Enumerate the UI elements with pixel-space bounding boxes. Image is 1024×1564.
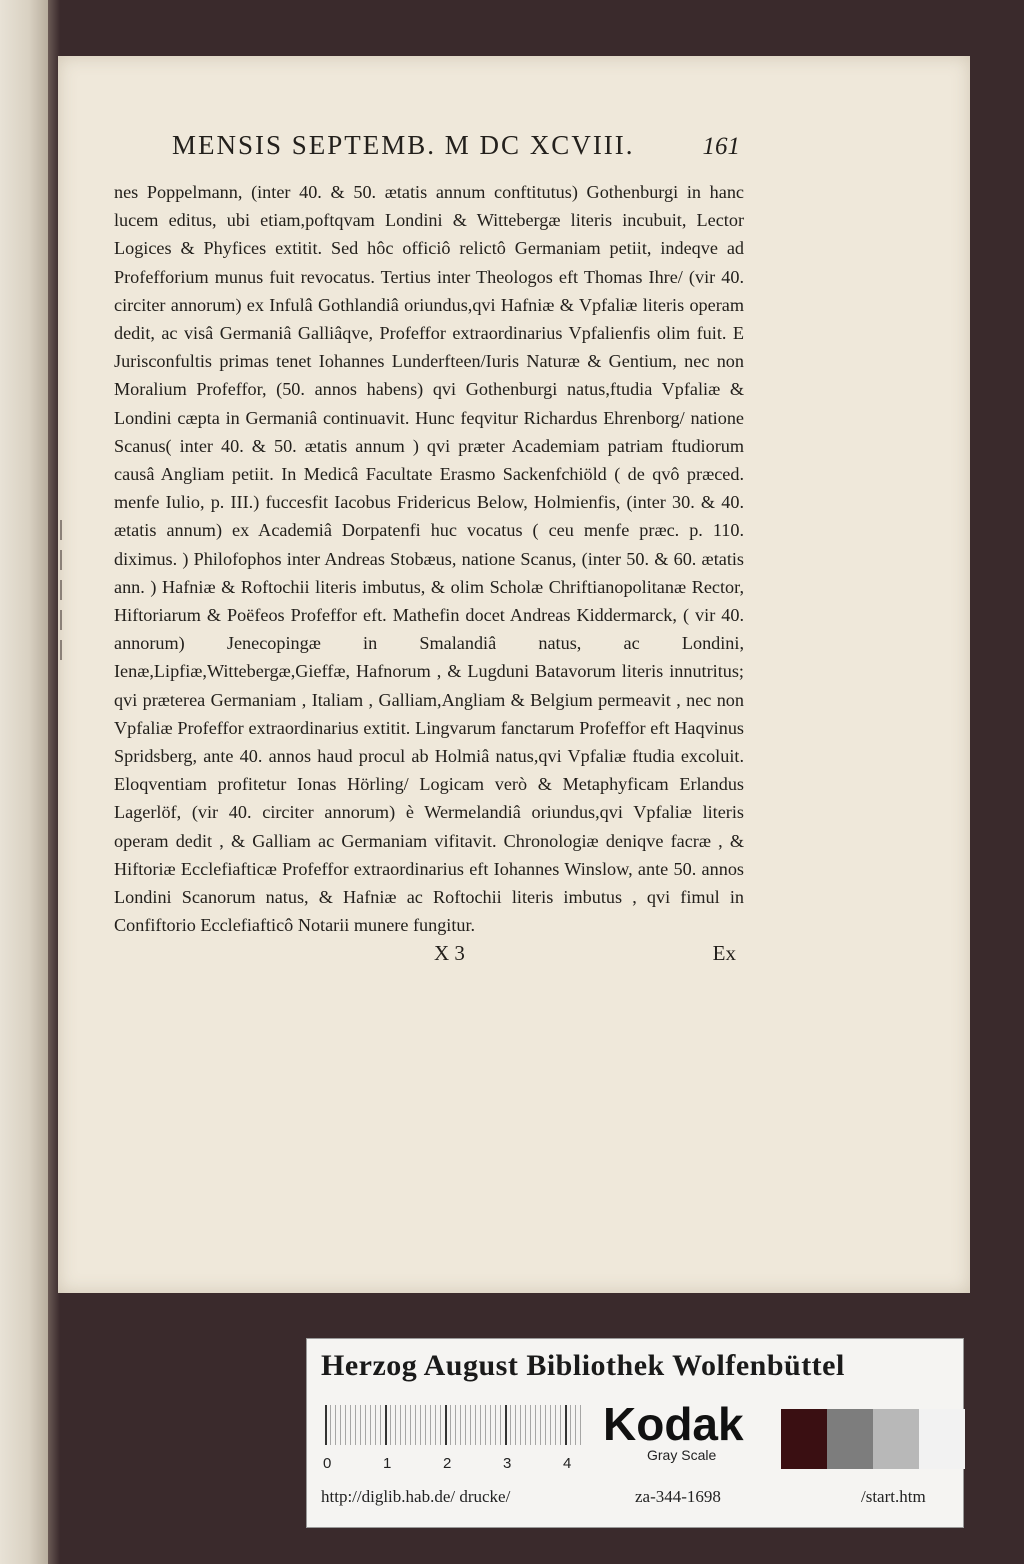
catchword: Ex — [712, 941, 736, 966]
swatch-light — [873, 1409, 919, 1469]
ruler-number: 0 — [323, 1455, 332, 1472]
scale-ruler — [323, 1405, 585, 1472]
swatch-mid — [827, 1409, 873, 1469]
ruler-number: 2 — [443, 1455, 452, 1472]
running-head — [114, 130, 744, 174]
ruler-number: 4 — [563, 1455, 572, 1472]
running-head-title: MENSIS SEPTEMB. M DC XCVIII. — [172, 130, 635, 160]
bleed-marks — [60, 520, 64, 690]
swatch-white — [919, 1409, 965, 1469]
swatch-dark — [781, 1409, 827, 1469]
ruler-ticks — [325, 1405, 585, 1445]
gray-scale-label: Gray Scale — [647, 1447, 717, 1463]
signature-line — [114, 941, 744, 966]
digital-library-url: http://diglib.hab.de/ drucke/ — [321, 1487, 511, 1506]
page-number: 161 — [702, 133, 740, 160]
gray-swatches — [781, 1409, 965, 1469]
signature-mark: X 3 — [434, 941, 465, 966]
kodak-logo: Kodak — [603, 1398, 744, 1450]
page-text-block — [114, 130, 744, 966]
ruler-number: 1 — [383, 1455, 392, 1472]
shelfmark: za-344-1698 — [635, 1487, 721, 1506]
scan-color-target — [306, 1338, 964, 1528]
library-name: Herzog August Bibliothek Wolfenbüttel — [321, 1349, 845, 1382]
ruler-number: 3 — [503, 1455, 512, 1472]
body-paragraph: nes Poppelmann, (inter 40. & 50. ætatis annum conftitutus) Gothenburgi in hanc lucem editus, ubi etiam,poftqvam Londini & Wittebergæ literis incubuit, Lector Logices & Phyfices extitit. Sed hôc officiô relictô Germaniam petiit, indeqve ad Profefforium munus fuit revocatus. Tertius inter Theologos eft Thomas Ihre/ (vir 40. circiter annorum) ex Infulâ Gothlandiâ oriundus,qvi Hafniæ & Vpfaliæ literis operam dedit, ac visâ Germaniâ Galliâqve, Profeffor extraordinarius Vpfalienfis olim fuit. E Jurisconfultis primas tenet Iohannes Lunderfteen/Iuris Naturæ & Gentium, nec non Moralium Profeffor, (50. annos habens) qvi Gothenburgi natus,ftudia Vpfaliæ & Londini cæpta in Germaniâ continuavit. Hunc feqvitur Richardus Ehrenborg/ natione Scanus( inter 40. & 50. ætatis annum ) qvi præter Academiam patriam ftudiorum causâ Angliam petiit. In Medicâ Facultate Erasmo Sackenfchiöld ( de qvô præced. menfe Iulio, p. III.) fuccesfit Iacobus Fridericus Below, Holmienfis, (inter 30. & 40. ætatis annum) ex Academiâ Dorpatenfi huc vocatus ( ceu menfe præc. p. 110. diximus. ) Philofophos inter Andreas Stobæus, natione Scanus, (inter 50. & 60. ætatis ann. ) Hafniæ & Roftochii literis imbutus, & olim Scholæ Chriftianopolitanæ Rector, Hiftoriarum & Poëfeos Profeffor eft. Mathefin docet Andreas Kiddermarck, ( vir 40. annorum) Jenecopingæ in Smalandiâ natus, ac Londini, Ienæ,Lipfiæ,Wittebergæ,Gieffæ, Hafnorum , & Lugduni Batavorum literis innutritus; qvi prætereа Germaniam , Italiam , Galliam,Angliam & Belgium permeavit , nec non Vpfaliæ Profeffor extraordinarius extitit. Lingvarum fanctarum Profeffor eft Haqvinus Spridsberg, ante 40. annos haud procul ab Holmiâ natus,qvi Vpfaliæ ftudia excoluit. Eloqventiam profitetur Ionas Hörling/ Logicam verò & Metaphyficam Erlandus Lagerlöf, (vir 40. circiter annorum) è Wermelandiâ oriundus,qvi Vpfaliæ literis operam dedit , & Galliam ac Germaniam vifitavit. Chronologiæ deniqve facræ , & Hiftoriæ Ecclefiafticæ Profeffor extraordinarius eft Iohannes Winslow, ante 50. annos Londini Scanorum natus, & Hafniæ ac Roftochii literis imbutus , qvi fimul in Confiftorio Ecclefiafticô Notarii munere fungitur. — [114, 182, 744, 936]
adjacent-page-strip — [0, 0, 48, 1564]
start-page-path: /start.htm — [861, 1487, 926, 1506]
